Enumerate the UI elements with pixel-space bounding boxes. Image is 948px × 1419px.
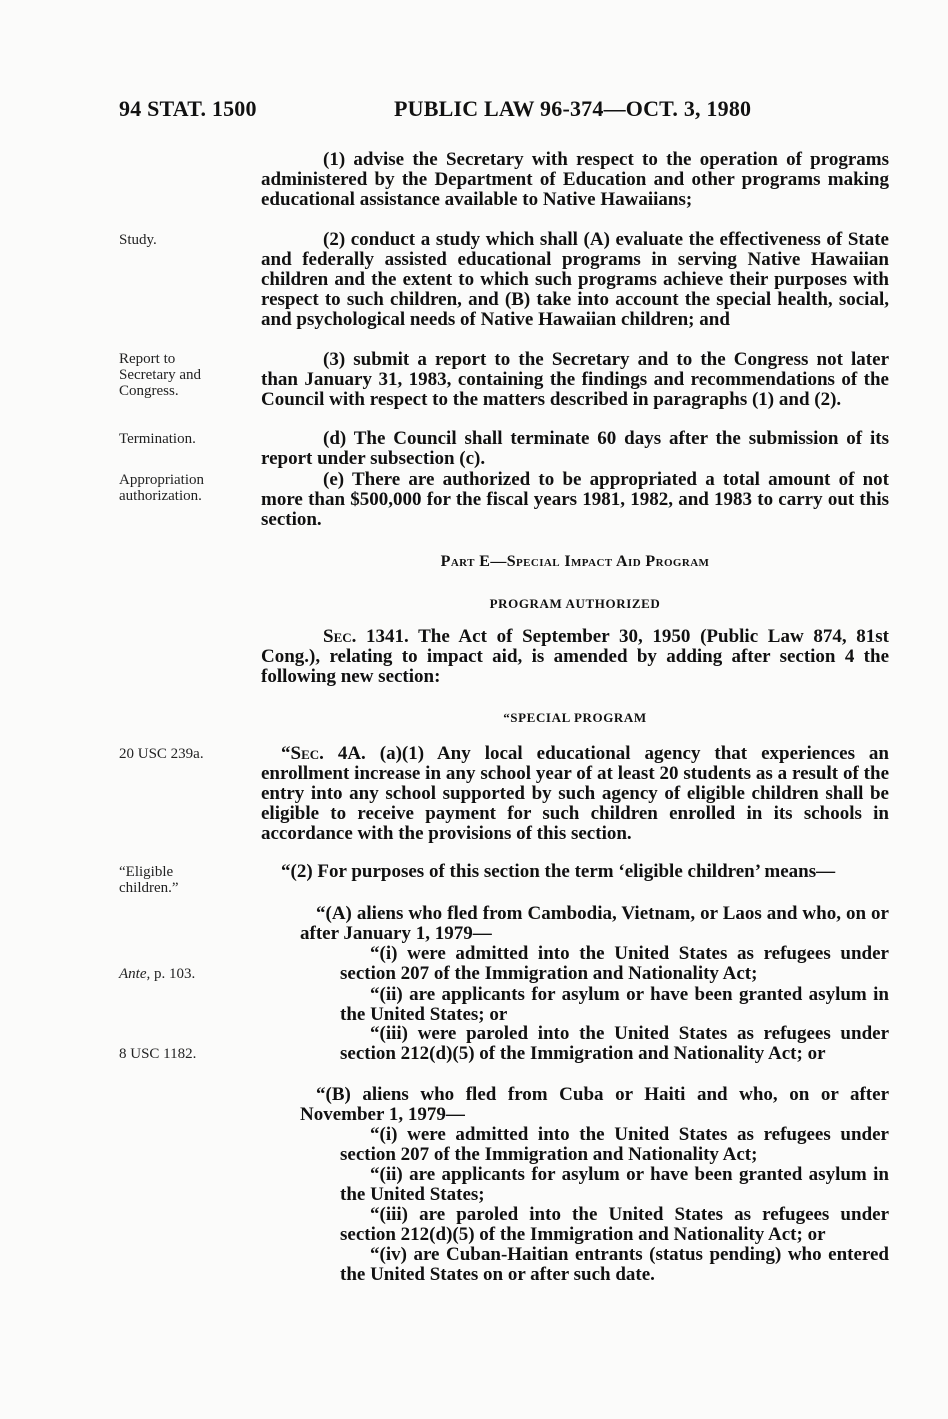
sec-label: Sec. — [323, 626, 357, 647]
paragraph-a2-definition: “(2) For purposes of this section the term ‘eligible children’ means— — [281, 861, 836, 882]
clause-B: “(B) aliens who fled from Cuba or Haiti and who, on or after November 1, 1979— — [300, 1084, 889, 1125]
paragraph-3-report: (3) submit a report to the Secretary and to the Congress not later than January 31, 1983, containing the findings and recommendations of the Council with respect to the matters described in paragraphs (1) and (2). — [261, 349, 889, 410]
clause-A-ii: “(ii) are applicants for asylum or have been granted asylum in the United States; or — [340, 984, 889, 1025]
program-authorized-heading: PROGRAM AUTHORIZED — [489, 596, 661, 611]
margin-note-line: children.” — [119, 880, 179, 896]
clause-B-iii: “(iii) are paroled into the United States as refugees under section 212(d)(5) of the Immigration and Nationality Act; or — [340, 1204, 889, 1245]
section-4a — [261, 744, 889, 844]
margin-note-line: “Eligible — [119, 864, 174, 880]
part-e-heading-text: Part E—Special Impact Aid Program — [440, 553, 710, 570]
clause-B-ii: “(ii) are applicants for asylum or have been granted asylum in the United States; — [340, 1164, 889, 1205]
section-1341 — [261, 627, 889, 687]
section-4a-text: 4A. (a)(1) Any local educational agency that experiences an enrollment increase in any school year of at least 20 students as a result of the entry into any school supported by such agency of eligible children shall be eligible to receive payment for such children enrolled in its schools in accordance with the provisions of this section. — [261, 743, 889, 844]
margin-note-usc-239a: 20 USC 239a. — [119, 746, 204, 762]
margin-note-termination: Termination. — [119, 431, 196, 447]
margin-note-eligible-children — [119, 864, 179, 896]
ante-page: p. 103. — [150, 966, 196, 982]
margin-note-usc-1182: 8 USC 1182. — [119, 1046, 197, 1062]
subsection-e-appropriation: (e) There are authorized to be appropriated a total amount of not more than $500,000 for the fiscal years 1981, 1982, and 1983 to carry out this section. — [261, 469, 889, 530]
paragraph-1-advise: (1) advise the Secretary with respect to the operation of programs administered by the Department of Education and other programs making educational assistance available to Native Hawaiians; — [261, 149, 889, 210]
part-e-heading — [261, 553, 889, 571]
clause-A-iii: “(iii) were paroled into the United States as refugees under section 212(d)(5) of the Immigration and Nationality Act; or — [340, 1023, 889, 1064]
margin-note-line: Report to — [119, 351, 176, 367]
margin-note-appropriation — [119, 472, 204, 504]
public-law-header: PUBLIC LAW 96-374—OCT. 3, 1980 — [394, 96, 752, 121]
margin-note-ante — [119, 966, 195, 982]
margin-note-line: Appropriation — [119, 472, 204, 488]
margin-note-line: Secretary and — [119, 367, 202, 383]
margin-note-line: authorization. — [119, 488, 202, 504]
section-1341-text: 1341. The Act of September 30, 1950 (Public Law 874, 81st Cong.), relating to impact aid, is amended by adding after section 4 the following new section: — [261, 626, 889, 687]
subsection-d-termination: (d) The Council shall terminate 60 days after the submission of its report under subsection (c). — [261, 428, 889, 469]
margin-note-study: Study. — [119, 232, 157, 248]
margin-note-report — [119, 351, 201, 399]
clause-A: “(A) aliens who fled from Cambodia, Vietnam, or Laos and who, on or after January 1, 1979— — [300, 903, 889, 944]
sec-label: “Sec. — [281, 743, 324, 764]
clause-B-iv: “(iv) are Cuban-Haitian entrants (status pending) who entered the United States on or after such date. — [340, 1244, 889, 1285]
clause-A-i: “(i) were admitted into the United States as refugees under section 207 of the Immigration and Nationality Act; — [340, 943, 889, 984]
margin-note-line: Congress. — [119, 383, 179, 399]
clause-B-i: “(i) were admitted into the United States as refugees under section 207 of the Immigration and Nationality Act; — [340, 1124, 889, 1165]
paragraph-2-study: (2) conduct a study which shall (A) evaluate the effectiveness of State and federally assisted educational programs in serving Native Hawaiian children and the extent to which such programs achieve their purposes with respect to such children, and (B) take into account the special health, social, and psychological needs of Native Hawaiian children; and — [261, 229, 889, 330]
statute-page-reference: 94 STAT. 1500 — [119, 96, 257, 121]
special-program-heading: “SPECIAL PROGRAM — [503, 710, 647, 725]
ante-italic: Ante, — [119, 966, 151, 982]
